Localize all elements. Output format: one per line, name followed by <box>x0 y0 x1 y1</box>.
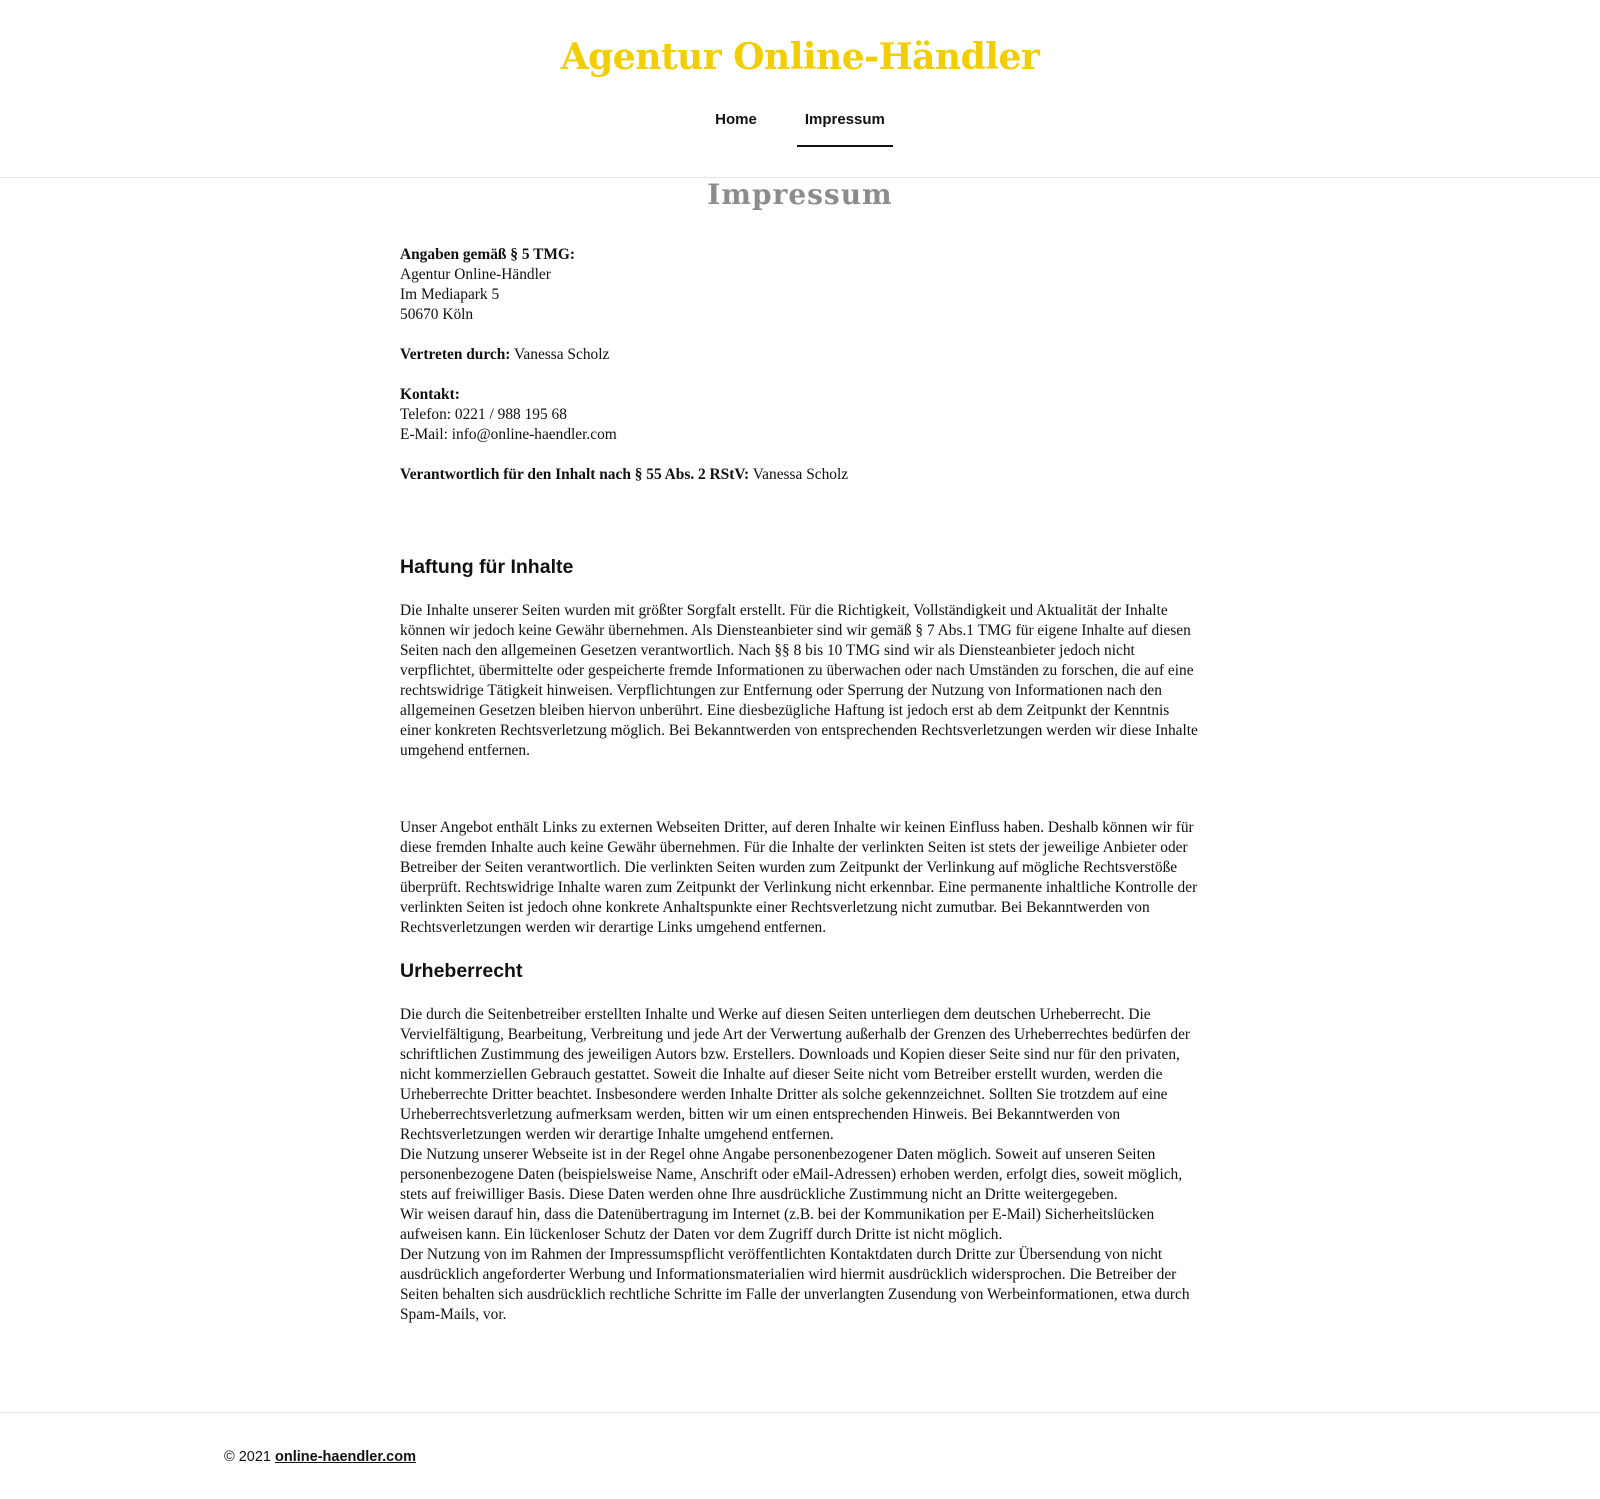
kontakt-block <box>400 385 1200 445</box>
angaben-label: Angaben gemäß § 5 TMG: <box>400 246 576 263</box>
page-title: Impressum <box>707 178 893 211</box>
verantwortlich-label: Verantwortlich für den Inhalt nach § 55 Abs. 2 RStV: <box>400 466 750 483</box>
site-title[interactable]: Agentur Online-Händler <box>560 36 1040 78</box>
werbung-paragraph: Der Nutzung von im Rahmen der Impressumspflicht veröffentlichten Kontaktdaten durch Dritte zur Übersendung von nicht ausdrücklich angeforderter Werbung und Informationsmaterialien wird hiermit ausdrücklich widersprochen. Die Betreiber der Seiten behalten sich ausdrücklich rechtliche Schritte im Falle der unverlangten Zusendung von Werbeinformationen, etwa durch Spam-Mails, vor. <box>400 1246 1190 1323</box>
main-nav <box>0 105 1600 147</box>
urheber-heading: Urheberrecht <box>400 960 523 982</box>
email-line[interactable]: E-Mail: info@online-haendler.com <box>400 426 617 443</box>
internet-paragraph: Wir weisen darauf hin, dass die Datenübertragung im Internet (z.B. bei der Kommunikation per E-Mail) Sicherheitslücken aufweisen kann. Ein lückenloser Schutz der Daten vor dem Zugriff durch Dritte ist nicht möglich. <box>400 1206 1155 1243</box>
vertreten-value: Vanessa Scholz <box>510 346 610 363</box>
haftung-heading: Haftung für Inhalte <box>400 556 574 578</box>
haftung-paragraph: Die Inhalte unserer Seiten wurden mit größter Sorgfalt erstellt. Für die Richtigkeit, Vollständigkeit und Aktualität der Inhalte können wir jedoch keine Gewähr übernehmen. Als Diensteanbieter sind wir gemäß § 7 Abs.1 TMG für eigene Inhalte auf diesen Seiten nach den allgemeinen Gesetzen verantwortlich. Nach §§ 8 bis 10 TMG sind wir als Diensteanbieter jedoch nicht verpflichtet, übermittelte oder gespeicherte fremde Informationen zu überwachen oder nach Umständen zu forschen, die auf eine rechtswidrige Tätigkeit hinweisen. Verpflichtungen zur Entfernung oder Sperrung der Nutzung von Informationen nach den allgemeinen Gesetzen bleiben hiervon unberührt. Eine diesbezügliche Haftung ist jedoch erst ab dem Zeitpunkt der Kenntnis einer konkreten Rechtsverletzung möglich. Bei Bekanntwerden von entsprechenden Rechtsverletzungen werden wir diese Inhalte umgehend entfernen. <box>400 602 1198 759</box>
nav-item-impressum[interactable]: Impressum <box>797 105 893 147</box>
nav-item-home[interactable]: Home <box>715 111 757 128</box>
footer-link[interactable]: online-haendler.com <box>275 1449 416 1465</box>
impressum-content <box>400 245 1200 1325</box>
urheber-paragraph: Die durch die Seitenbetreiber erstellten Inhalte und Werke auf diesen Seiten unterliegen dem deutschen Urheberrecht. Die Vervielfältigung, Bearbeitung, Verbreitung und jede Art der Verwertung außerhalb der Grenzen des Urheberrechtes bedürfen der schriftlichen Zustimmung des jeweiligen Autors bzw. Erstellers. Downloads und Kopien dieser Seite sind nur für den privaten, nicht kommerziellen Gebrauch gestattet. Soweit die Inhalte auf dieser Seite nicht vom Betreiber erstellt wurden, werden die Urheberrechte Dritter beachtet. Insbesondere werden Inhalte Dritter als solche gekennzeichnet. Sollten Sie trotzdem auf eine Urheberrechtsverletzung aufmerksam werden, bitten wir um einen entsprechenden Hinweis. Bei Bekanntwerden von Rechtsverletzungen werden wir derartige Inhalte umgehend entfernen. <box>400 1006 1191 1143</box>
footer-copyright <box>224 1449 416 1465</box>
vertreten-label: Vertreten durch: <box>400 346 511 363</box>
address-line: Im Mediapark 5 <box>400 286 500 303</box>
telefon-line: Telefon: 0221 / 988 195 68 <box>400 406 567 423</box>
datenschutz-paragraph: Die Nutzung unserer Webseite ist in der Regel ohne Angabe personenbezogener Daten möglich. Soweit auf unseren Seiten personenbezogene Daten (beispielsweise Name, Anschrift oder eMail-Adressen) erhoben werden, erfolgt dies, soweit möglich, stets auf freiwilliger Basis. Diese Daten werden ohne Ihre ausdrückliche Zustimmung nicht an Dritte weitergegeben. <box>400 1146 1183 1203</box>
address-line: 50670 Köln <box>400 306 474 323</box>
links-paragraph: Unser Angebot enthält Links zu externen Webseiten Dritter, auf deren Inhalte wir keinen Einfluss haben. Deshalb können wir für diese fremden Inhalte auch keine Gewähr übernehmen. Für die Inhalte der verlinkten Seiten ist stets der jeweilige Anbieter oder Betreiber der Seiten verantwortlich. Die verlinkten Seiten wurden zum Zeitpunkt der Verlinkung auf mögliche Rechtsverstöße überprüft. Rechtswidrige Inhalte waren zum Zeitpunkt der Verlinkung nicht erkennbar. Eine permanente inhaltliche Kontrolle der verlinkten Seiten ist jedoch ohne konkrete Anhaltspunkte einer Rechtsverletzung nicht zumutbar. Bei Bekanntwerden von Rechtsverletzungen werden wir derartige Links umgehend entfernen. <box>400 819 1198 936</box>
site-footer <box>0 1412 1600 1465</box>
site-header <box>0 0 1600 178</box>
address-line: Agentur Online-Händler <box>400 266 551 283</box>
angaben-block <box>400 245 1200 325</box>
kontakt-label: Kontakt: <box>400 386 460 403</box>
verantwortlich-value: Vanessa Scholz <box>749 466 849 483</box>
verantwortlich-block <box>400 465 1200 485</box>
copyright-text: © 2021 <box>224 1449 275 1465</box>
vertreten-block <box>400 345 1200 365</box>
